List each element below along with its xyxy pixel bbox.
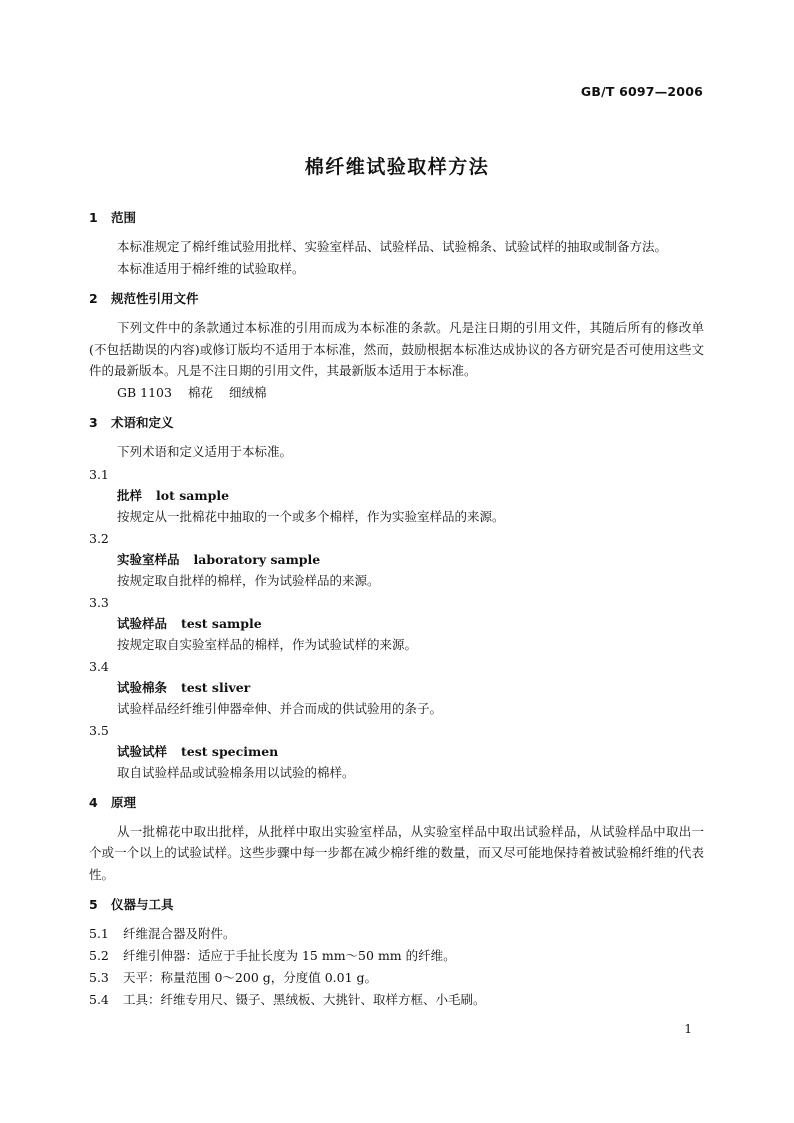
term-zh: 试验样品	[117, 615, 168, 631]
apparatus-item	[89, 923, 704, 945]
term-zh: 试验棉条	[117, 679, 168, 695]
term-number: 3.4	[89, 658, 109, 674]
reference-subtitle: 细绒棉	[228, 384, 267, 400]
term-name	[89, 549, 704, 570]
item-text: 工具：纤维专用尺、镊子、黑绒板、大挑针、取样方框、小毛刷。	[123, 992, 486, 1007]
item-text: 纤维混合器及附件。	[123, 926, 236, 941]
section-5-heading	[89, 895, 704, 915]
section-2-heading	[89, 289, 704, 309]
term-number: 3.3	[89, 594, 109, 610]
term-definition: 取自试验样品或试验棉条用以试验的棉样。	[117, 764, 355, 780]
term-number: 3.5	[89, 722, 109, 738]
term-definition: 试验样品经纤维引伸器牵伸、并合而成的供试验用的条子。	[117, 700, 443, 716]
section-title: 范围	[111, 210, 137, 225]
apparatus-item	[89, 945, 704, 967]
term-definition: 按规定从一批棉花中抽取的一个或多个棉样，作为实验室样品的来源。	[117, 508, 505, 524]
reference-code: GB 1103	[117, 384, 172, 400]
section-number: 5	[89, 897, 98, 912]
document-title: 棉纤维试验取样方法	[304, 156, 490, 178]
section-4-heading	[89, 793, 704, 813]
reference-name: 棉花	[187, 384, 213, 400]
principle-paragraph: 从一批棉花中取出批样，从批样中取出实验室样品，从实验室样品中取出试验样品，从试验样品中取出一个或一个以上的试验试样。这些步骤中每一步都在减少棉纤维的数量，而又尽可能地保持着被试验棉纤维的代表性。	[89, 823, 704, 882]
term-zh: 实验室样品	[117, 551, 180, 567]
section-title: 规范性引用文件	[111, 291, 199, 306]
term-en: lot sample	[156, 487, 230, 503]
section-title: 仪器与工具	[111, 897, 174, 912]
section-3-heading	[89, 413, 704, 433]
section-number: 1	[89, 210, 98, 225]
section-number: 2	[89, 291, 98, 306]
term-definition: 按规定取自批样的棉样，作为试验样品的来源。	[117, 572, 380, 588]
section-title: 术语和定义	[111, 415, 174, 430]
term-en: test sample	[181, 615, 262, 631]
term-en: test sliver	[181, 679, 251, 695]
item-text: 纤维引伸器：适应于手扯长度为 15 mm～50 mm 的纤维。	[123, 948, 456, 963]
item-text: 天平：称量范围 0～200 g，分度值 0.01 g。	[123, 970, 378, 985]
scope-paragraph: 本标准规定了棉纤维试验用批样、实验室样品、试验样品、试验棉条、试验试样的抽取或制备方法。	[117, 239, 668, 254]
section-number: 3	[89, 415, 98, 430]
term-entry	[89, 464, 704, 527]
term-en: laboratory sample	[193, 551, 321, 567]
term-entry	[89, 592, 704, 655]
section-1-heading	[89, 208, 704, 228]
page-number: 1	[684, 1022, 692, 1036]
apparatus-item	[89, 989, 704, 1011]
item-number: 5.2	[89, 948, 109, 963]
reference-entry	[89, 382, 704, 404]
term-name	[89, 613, 704, 634]
term-entry	[89, 656, 704, 719]
scope-paragraph: 本标准适用于棉纤维的试验取样。	[117, 260, 305, 276]
term-zh: 试验试样	[117, 743, 168, 759]
references-paragraph: 下列文件中的条款通过本标准的引用而成为本标准的条款。凡是注日期的引用文件，其随后所有的修改单(不包括勘误的内容)或修订版均不适用于本标准，然而，鼓励根据本标准达成协议的各方研究是否可使用这些文件的最新版本。凡是不注日期的引用文件，其最新版本适用于本标准。	[89, 320, 704, 378]
term-zh: 批样	[117, 487, 143, 503]
term-number: 3.1	[89, 466, 109, 482]
item-number: 5.1	[89, 926, 109, 941]
item-number: 5.4	[89, 992, 109, 1007]
item-number: 5.3	[89, 970, 109, 985]
term-entry	[89, 528, 704, 591]
terms-intro: 下列术语和定义适用于本标准。	[117, 444, 293, 459]
term-number: 3.2	[89, 530, 109, 546]
section-title: 原理	[111, 794, 137, 810]
document-body	[89, 208, 704, 1011]
term-entry	[89, 720, 704, 783]
section-number: 4	[89, 794, 98, 810]
term-name	[89, 741, 704, 762]
term-en: test specimen	[181, 743, 279, 759]
apparatus-item	[89, 967, 704, 989]
term-name	[89, 485, 704, 506]
standard-number: GB/T 6097—2006	[580, 84, 703, 99]
term-name	[89, 677, 704, 698]
term-definition: 按规定取自实验室样品的棉样，作为试验试样的来源。	[117, 636, 418, 652]
